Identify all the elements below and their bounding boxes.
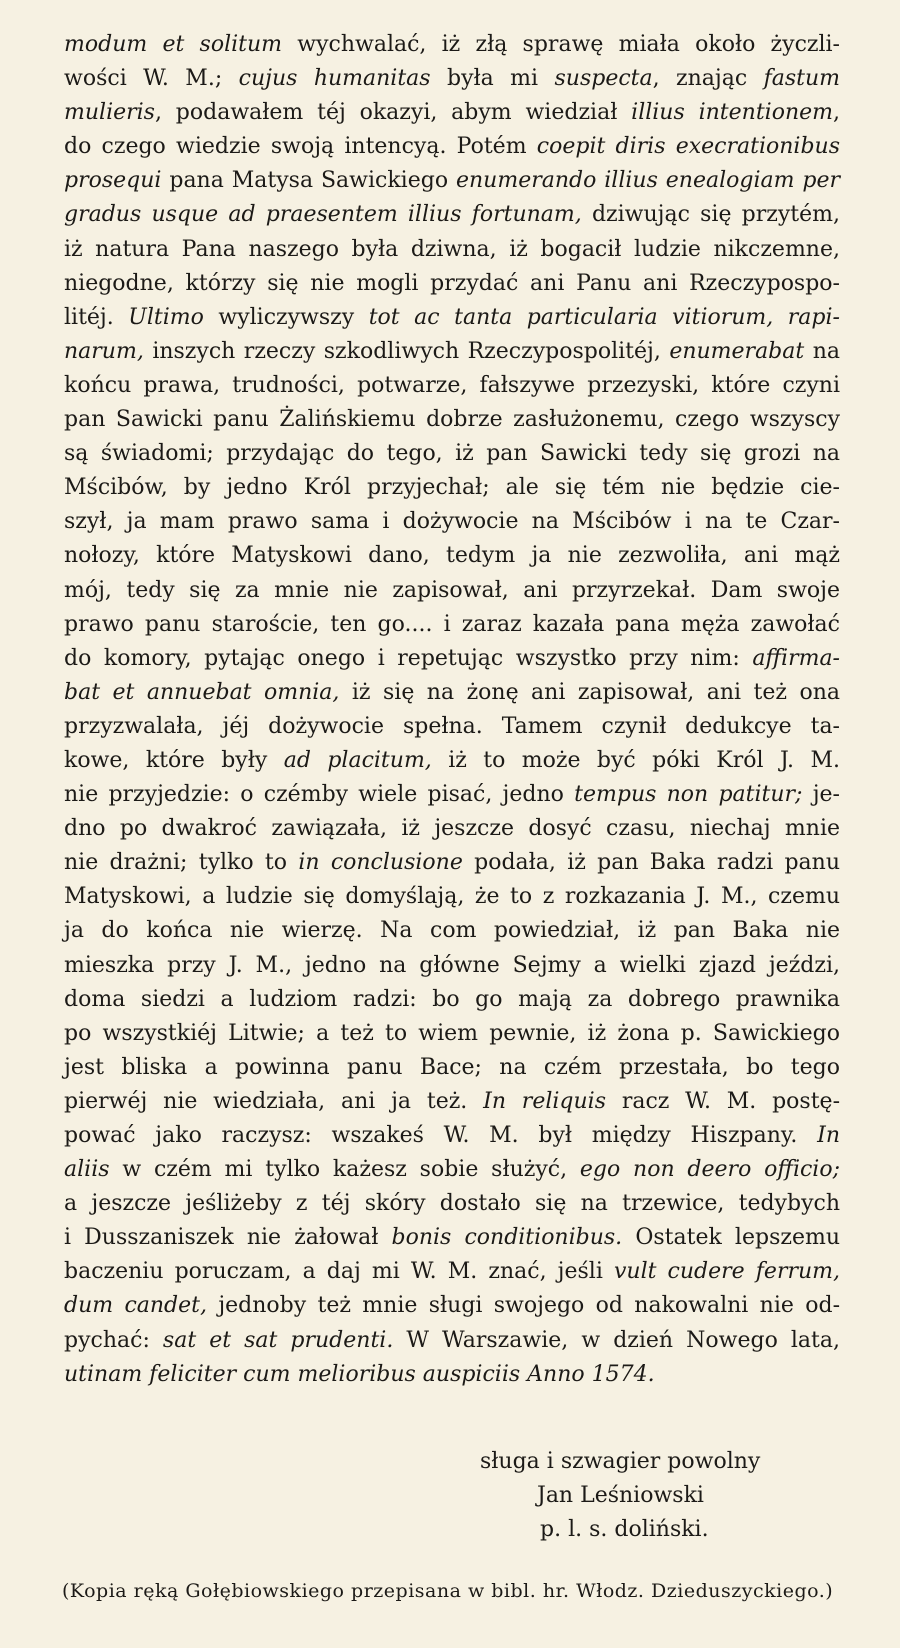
text-line: [64, 744, 840, 778]
italic-phrase: modum et solitum: [64, 32, 283, 57]
text-line: [64, 846, 840, 880]
text-line: [64, 471, 840, 505]
text-line: [64, 62, 840, 96]
text-line: [64, 880, 840, 914]
letter-body: [64, 28, 840, 1392]
text-run: szył, ja mam prawo sama i dożywocie na Mścibów i na te Czar-: [64, 509, 840, 535]
text-run: nie drażni; tylko to: [64, 850, 299, 876]
text-run: była mi: [430, 66, 555, 92]
text-run: a jeszcze jeśliżeby z téj skóry dostało się na trzewice, tedybych: [64, 1191, 840, 1217]
text-run: nołozy, które Matyskowi dano, tedym ja nie zezwoliła, ani mąż: [64, 543, 840, 569]
text-run: ja do końca nie wierzę. Na com powiedział, iż pan Baka nie: [64, 918, 840, 944]
text-line: [64, 28, 840, 62]
italic-phrase: fastum: [763, 66, 840, 92]
italic-phrase: prosequi: [64, 168, 162, 194]
text-line: [64, 608, 840, 642]
text-run: do czego wiedzie swoją intencyą. Potém: [64, 134, 537, 160]
text-run: , znając: [652, 66, 764, 92]
text-line: [64, 1324, 840, 1358]
text-run: W Warszawie, w dzień Nowego lata,: [393, 1327, 840, 1353]
text-run: , podawałem téj okazyi, abym wiedział: [154, 100, 632, 126]
text-line: [64, 914, 840, 948]
italic-phrase: In reliquis: [483, 1088, 606, 1114]
text-run: mój, tedy się za mnie nie zapisował, ani przyrzekał. Dam swoje: [64, 577, 840, 603]
text-line: [64, 1255, 840, 1289]
signature-title: p. l. s. doliński.: [540, 1517, 709, 1542]
text-line: [64, 1221, 840, 1255]
italic-phrase: bat et annuebat omnia,: [64, 679, 340, 705]
text-run: pan Sawicki panu Żalińskiemu dobrze zasłużonemu, czego wszyscy: [64, 407, 840, 433]
text-run: do komory, pytając onego i repetując wszystko przy nim:: [64, 645, 753, 671]
text-line: [64, 233, 840, 267]
italic-phrase: bonis conditionibus.: [391, 1225, 623, 1251]
text-run: kowe, które były: [64, 747, 284, 773]
italic-phrase: sat et sat prudenti.: [162, 1327, 394, 1353]
source-note: (Kopia ręką Gołębiowskiego przepisana w bibl. hr. Włodz. Dzieduszyckiego.): [62, 1580, 834, 1602]
text-line: [64, 539, 840, 573]
text-run: są świadomi; przydając do tego, iż pan Sawicki tedy się grozi na: [64, 441, 840, 467]
text-line: [64, 676, 840, 710]
text-run: końcu prawa, trudności, potwarze, fałszywe przezyski, które czyni: [64, 372, 840, 398]
text-line: [64, 983, 840, 1017]
text-line: [64, 1085, 840, 1119]
text-run: podała, iż pan Baka radzi panu: [462, 850, 840, 876]
text-run: jest bliska a powinna panu Bace; na czém przestała, bo tego: [64, 1054, 840, 1080]
text-run: litéj.: [64, 304, 129, 330]
signature-block: [480, 1445, 760, 1547]
text-run: jednoby też mnie sługi swojego od nakowalni nie od-: [207, 1293, 841, 1319]
text-line: [64, 1187, 840, 1221]
text-line: [64, 1153, 840, 1187]
text-line: [64, 778, 840, 812]
italic-phrase: narum,: [64, 338, 144, 364]
text-line: [64, 505, 840, 539]
text-line: [64, 949, 840, 983]
italic-phrase: Ultimo: [128, 304, 204, 330]
text-run: wości W. M.;: [64, 66, 239, 92]
italic-phrase: aliis: [64, 1157, 110, 1183]
text-line: [64, 1289, 840, 1323]
text-run: niegodne, którzy się nie mogli przydać ani Panu ani Rzeczypospo-: [64, 270, 840, 296]
text-line: [64, 335, 840, 369]
text-line: [64, 1119, 840, 1153]
text-run: prawo panu staroście, ten go.... i zaraz kazała pana męża zawołać: [64, 611, 840, 637]
text-run: dziwując się przytém,: [581, 202, 840, 228]
italic-phrase: ad placitum,: [283, 747, 432, 773]
text-run: wyliczywszy: [203, 304, 369, 330]
text-run: iż to może być póki Król J. M.: [431, 747, 840, 773]
text-line: [64, 574, 840, 608]
italic-phrase: utinam feliciter cum melioribus auspiciis Anno 1574.: [64, 1361, 655, 1387]
text-line: [64, 642, 840, 676]
text-run: pana Matysa Sawickiego: [161, 168, 456, 194]
italic-phrase: illius intentionem: [631, 100, 833, 126]
text-run: iż natura Pana naszego była dziwna, iż bogacił ludzie nikczemne,: [64, 236, 840, 262]
text-run: ,: [833, 100, 840, 126]
text-run: doma siedzi a ludziom radzi: bo go mają za dobrego prawnika: [64, 986, 840, 1012]
text-run: je-: [802, 782, 840, 808]
text-run: pierwéj nie wiedziała, ani ja też.: [64, 1088, 484, 1114]
italic-phrase: suspecta: [554, 66, 653, 92]
text-line: [64, 1017, 840, 1051]
text-line: [64, 301, 840, 335]
text-line: [64, 96, 840, 130]
text-run: po wszystkiéj Litwie; a też to wiem pewnie, iż żona p. Sawickiego: [64, 1020, 840, 1046]
text-run: pować jako raczysz: wszakeś W. M. był między Hiszpany.: [64, 1123, 818, 1148]
italic-phrase: gradus usque ad praesentem illius fortunam,: [64, 202, 582, 228]
text-run: i Dusszaniszek nie żałował: [64, 1225, 392, 1251]
text-line: [64, 710, 840, 744]
text-line: [64, 403, 840, 437]
text-line: [64, 437, 840, 471]
signature-name: Jan Leśniowski: [537, 1483, 704, 1508]
text-line: [64, 369, 840, 403]
text-run: przyzwalała, jéj dożywocie spełna. Tamem czynił dedukcye ta-: [64, 713, 840, 739]
signature-line-1: sługa i szwagier powolny: [480, 1449, 761, 1474]
italic-phrase: tempus non patitur;: [574, 782, 803, 808]
text-line: [64, 267, 840, 301]
italic-phrase: mulieris: [64, 100, 155, 126]
italic-phrase: cujus humanitas: [238, 66, 431, 92]
text-line: [64, 812, 840, 846]
italic-phrase: in conclusione: [298, 850, 463, 876]
text-line: [64, 198, 840, 232]
text-run: w czém mi tylko każesz sobie służyć,: [109, 1157, 580, 1183]
text-run: wychwalać, iż złą sprawę miała około życzli-: [282, 32, 840, 57]
text-run: nie przyjedzie: o czémby wiele pisać, jedno: [64, 782, 575, 808]
text-run: dno po dwakroć zawiązała, iż jeszcze dosyć czasu, niechaj mnie: [64, 816, 840, 842]
italic-phrase: vult cudere ferrum,: [613, 1259, 841, 1285]
text-run: Ostatek lepszemu: [622, 1225, 840, 1251]
text-run: inszych rzeczy szkodliwych Rzeczypospolitéj,: [143, 338, 670, 364]
text-run: racz W. M. postę-: [606, 1088, 841, 1114]
text-run: Matyskowi, a ludzie się domyślają, że to z rozkazania J. M., czemu: [64, 884, 840, 910]
text-run: Mścibów, by jedno Król przyjechał; ale się tém nie będzie cie-: [64, 475, 840, 501]
text-line: [64, 164, 840, 198]
italic-phrase: tot ac tanta particularia vitiorum, rapi-: [368, 304, 840, 330]
text-run: baczeniu poruczam, a daj mi W. M. znać, jeśli: [64, 1259, 614, 1285]
text-run: mieszka przy J. M., jedno na główne Sejmy a wielki zjazd jeździ,: [64, 952, 840, 978]
italic-phrase: enumerabat: [669, 338, 805, 364]
italic-phrase: enumerando illius enealogiam per: [455, 168, 840, 194]
text-run: iż się na żonę ani zapisował, ani też ona: [339, 679, 841, 705]
text-run: pychać:: [64, 1327, 163, 1353]
italic-phrase: coepit diris execrationibus: [536, 134, 840, 160]
text-line: [64, 130, 840, 164]
italic-phrase: affirma-: [752, 645, 840, 671]
italic-phrase: ego non deero officio;: [579, 1157, 840, 1183]
text-line: [64, 1358, 840, 1392]
italic-phrase: In: [817, 1123, 840, 1148]
text-line: [64, 1051, 840, 1085]
text-run: na: [804, 338, 841, 364]
italic-phrase: dum candet,: [64, 1293, 207, 1319]
